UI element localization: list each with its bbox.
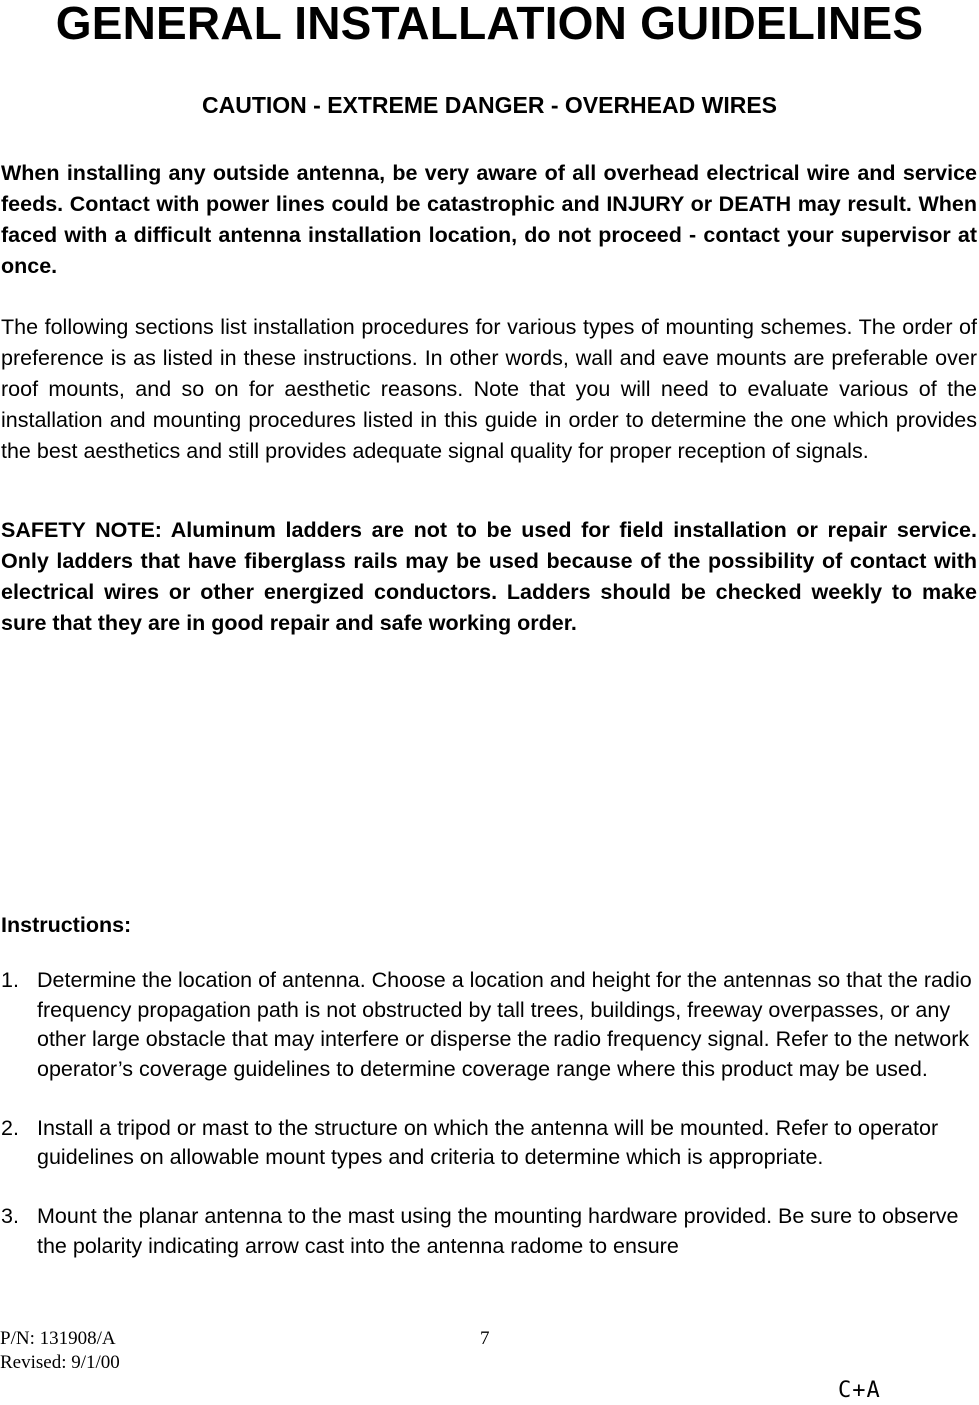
instruction-number: 3. xyxy=(1,1204,19,1228)
instruction-item xyxy=(0,1114,979,1173)
instruction-number: 2. xyxy=(1,1115,19,1140)
part-number: P/N: 131908/A xyxy=(0,1328,116,1349)
instruction-item xyxy=(0,1202,979,1261)
instruction-item xyxy=(0,966,979,1084)
revision-date: Revised: 9/1/00 xyxy=(0,1352,120,1373)
instruction-text: Install a tripod or mast to the structure on which the antenna will be mounted. Refer to operator guidelines on allowable mount types and criteria to determine which is appropriate. xyxy=(37,1115,939,1169)
safety-note: SAFETY NOTE: Aluminum ladders are not to be used for field installation or repair service. Only ladders that have fiberglass rails may be used because of the possibility of contact with electrical wires or other energized conductors. Ladders should be checked weekly to make sure that they are in good repair and safe working order. xyxy=(1,518,977,635)
warning-paragraph: When installing any outside antenna, be very aware of all overhead electrical wire and service feeds. Contact with power lines could be catastrophic and INJURY or DEATH may result. When faced with a difficult antenna installation location, do not proceed - contact your supervisor at once. xyxy=(1,161,977,278)
instructions-heading: Instructions: xyxy=(1,913,132,937)
instructions-list xyxy=(0,966,979,1291)
caution-heading: CAUTION - EXTREME DANGER - OVERHEAD WIRES xyxy=(201,92,778,118)
instruction-text: Determine the location of antenna. Choose a location and height for the antennas so that the radio frequency propagation path is not obstructed by tall trees, buildings, freeway overpasses, or any other large obstacle that may interfere or disperse the radio frequency signal. Refer to the network operator’s coverage guidelines to determine coverage range where this product may be used. xyxy=(37,968,972,1081)
revision-stamp: C+A xyxy=(838,1378,881,1403)
intro-paragraph: The following sections list installation procedures for various types of mounting schemes. The order of preference is as listed in these instructions. In other words, wall and eave mounts are preferable over roof mounts, and so on for aesthetic reasons. Note that you will need to evaluate various of the installation and mounting procedures listed in this guide in order to determine the one which provides the best aesthetics and still provides adequate signal quality for proper reception of signals. xyxy=(1,315,977,463)
page-number: 7 xyxy=(480,1328,490,1349)
footer-info xyxy=(0,1327,120,1375)
instruction-text: Mount the planar antenna to the mast using the mounting hardware provided. Be sure to observe the polarity indicating arrow cast into the antenna radome to ensure xyxy=(37,1204,959,1258)
page-title: GENERAL INSTALLATION GUIDELINES xyxy=(55,0,924,49)
instruction-number: 1. xyxy=(1,968,19,992)
